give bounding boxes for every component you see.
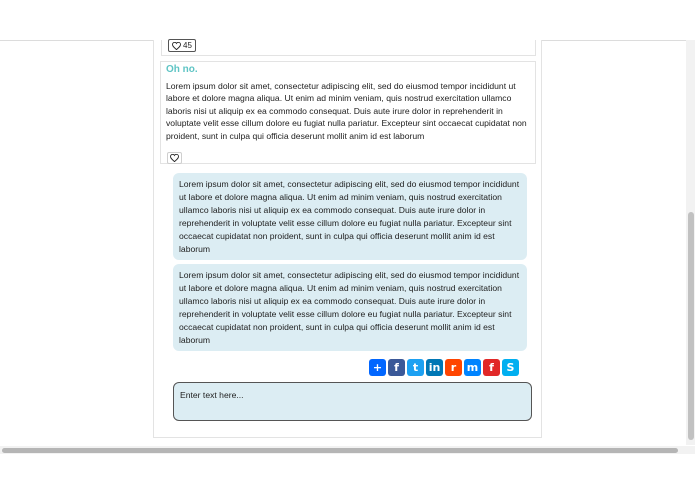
heart-icon	[172, 42, 181, 50]
like-count: 45	[183, 41, 192, 50]
comment-input[interactable]	[173, 382, 532, 421]
share-messenger-button[interactable]	[464, 359, 481, 376]
heart-icon	[170, 154, 179, 162]
horizontal-scrollbar-thumb[interactable]	[2, 448, 678, 453]
previous-post	[161, 40, 536, 56]
comment-item	[173, 264, 527, 351]
share-skype-button[interactable]	[502, 359, 519, 376]
messenger-icon: m	[466, 361, 479, 374]
twitter-icon: t	[412, 361, 419, 374]
share-flipboard-button[interactable]	[483, 359, 500, 376]
facebook-icon: f	[394, 361, 399, 374]
post-like-button[interactable]	[167, 152, 182, 164]
skype-icon: S	[506, 361, 515, 374]
share-add-button[interactable]	[369, 359, 386, 376]
share-bar	[369, 359, 519, 378]
share-twitter-button[interactable]	[407, 359, 424, 376]
flipboard-icon: f	[489, 361, 494, 374]
comment-text: Lorem ipsum dolor sit amet, consectetur adipiscing elit, sed do eiusmod tempor incididunt ut labore et dolore magna aliqua. Ut enim ad minim veniam, quis nostrud exercitation ullamco laboris nisi ut aliquip ex ea commodo consequat. Duis aute irure dolor in reprehenderit in voluptate velit esse cillum dolore eu fugiat nulla pariatur. Excepteur sint occaecat cupidatat non proident, sunt in culpa qui officia deserunt mollit anim id est laborum	[179, 270, 520, 345]
post-title: Oh no.	[166, 64, 198, 75]
vertical-scrollbar-thumb[interactable]	[688, 212, 694, 440]
reddit-icon: r	[450, 361, 457, 374]
share-reddit-button[interactable]	[445, 359, 462, 376]
share-linkedin-button[interactable]	[426, 359, 443, 376]
add-icon: +	[372, 361, 383, 374]
post-body: Lorem ipsum dolor sit amet, consectetur adipiscing elit, sed do eiusmod tempor incididunt ut labore et dolore magna aliqua. Ut enim ad minim veniam, quis nostrud exercitation ullamco laboris nisi ut aliquip ex ea commodo consequat. Duis aute irure dolor in reprehenderit in voluptate velit esse cillum dolore eu fugiat nulla pariatur. Excepteur sint occaecat cupidatat non proident, sunt in culpa qui officia deserunt mollit anim id est laborum	[166, 81, 527, 141]
comment-text: Lorem ipsum dolor sit amet, consectetur adipiscing elit, sed do eiusmod tempor incididunt ut labore et dolore magna aliqua. Ut enim ad minim veniam, quis nostrud exercitation ullamco laboris nisi ut aliquip ex ea commodo consequat. Duis aute irure dolor in reprehenderit in voluptate velit esse cillum dolore eu fugiat nulla pariatur. Excepteur sint occaecat cupidatat non proident, sunt in culpa qui officia deserunt mollit anim id est laborum	[179, 179, 520, 254]
linkedin-icon: in	[428, 361, 441, 374]
previous-post-like-button[interactable]	[168, 39, 196, 52]
share-facebook-button[interactable]	[388, 359, 405, 376]
comment-item	[173, 173, 527, 260]
